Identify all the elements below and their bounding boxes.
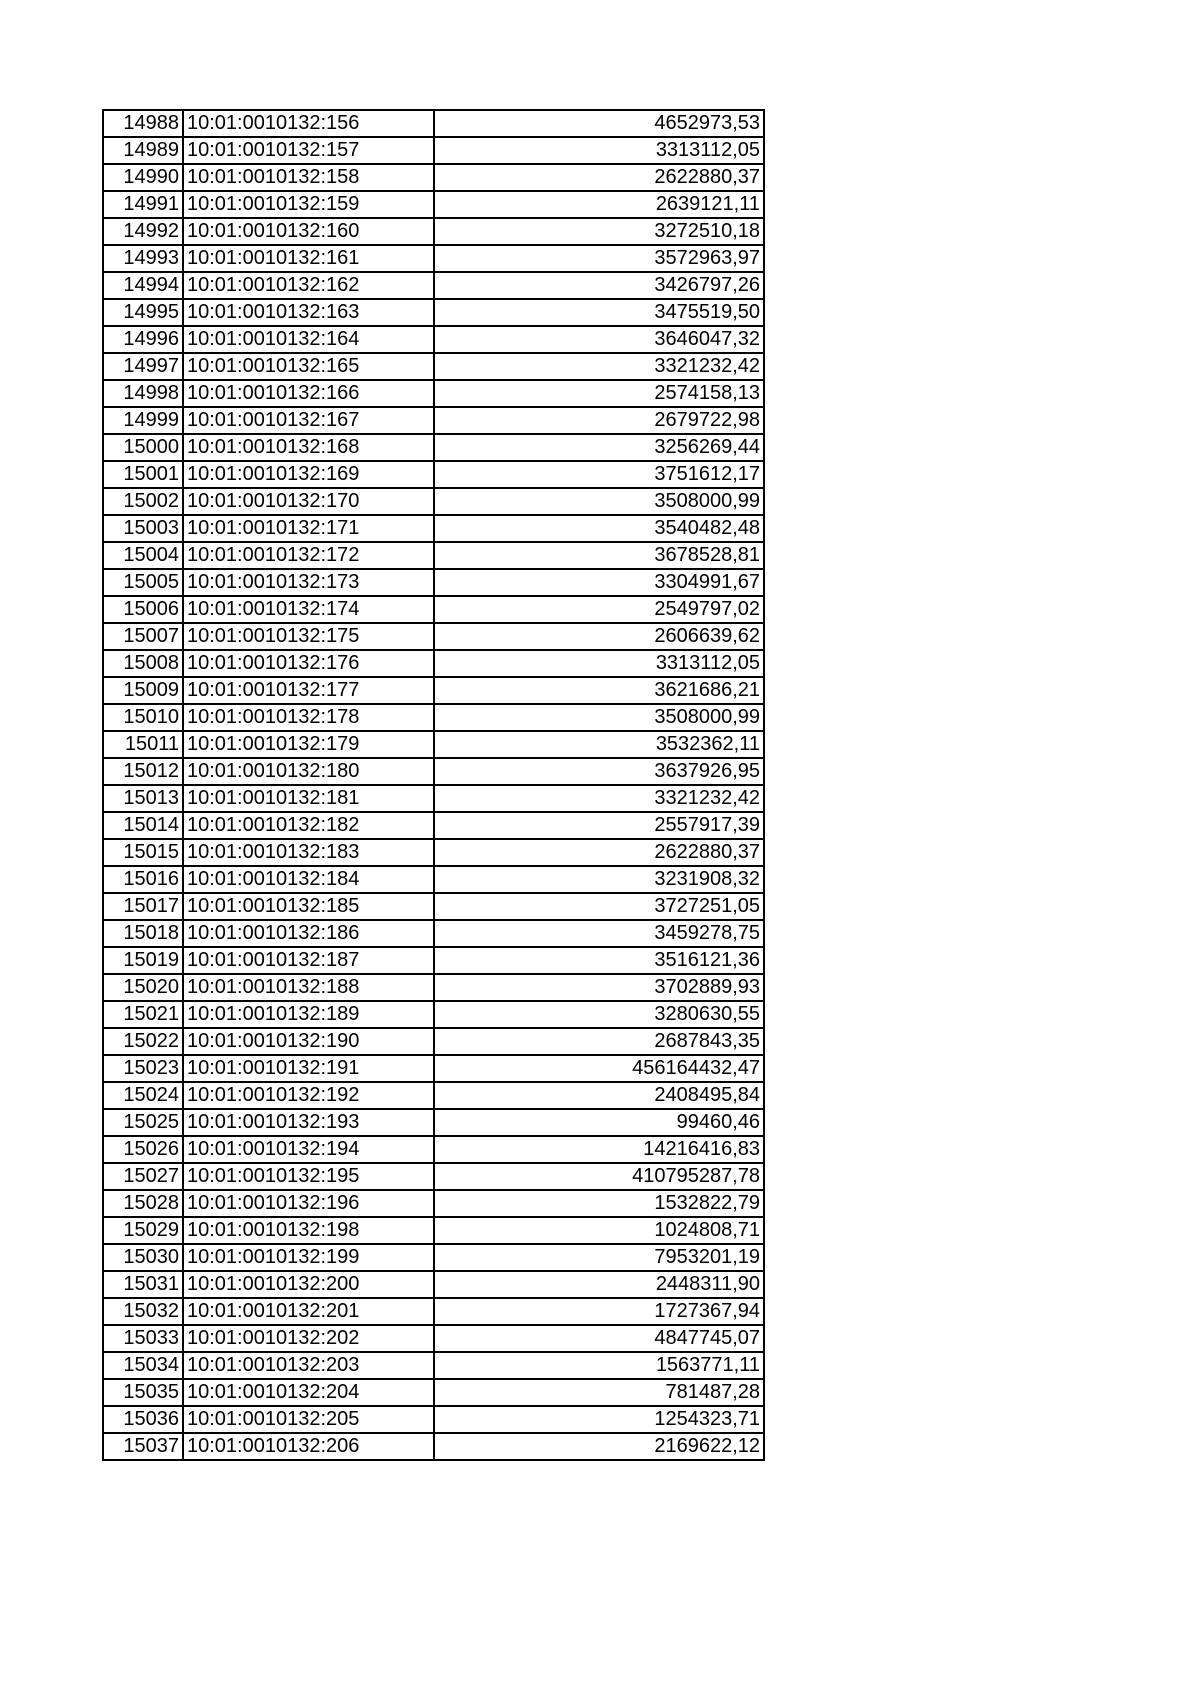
value-cell: 2169622,12: [434, 1433, 764, 1460]
table-row: [103, 1163, 764, 1190]
value-cell: 3231908,32: [434, 866, 764, 893]
value-cell: 3637926,95: [434, 758, 764, 785]
table-row: [103, 542, 764, 569]
table-row: [103, 299, 764, 326]
row-number-cell: 15034: [103, 1352, 183, 1379]
row-number-cell: 14988: [103, 110, 183, 137]
row-number-cell: 15010: [103, 704, 183, 731]
value-cell: 3532362,11: [434, 731, 764, 758]
value-cell: 3508000,99: [434, 704, 764, 731]
cadastral-number-cell: 10:01:0010132:181: [183, 785, 434, 812]
row-number-cell: 15014: [103, 812, 183, 839]
row-number-cell: 15009: [103, 677, 183, 704]
table-body: [103, 110, 764, 1460]
row-number-cell: 14994: [103, 272, 183, 299]
value-cell: 2606639,62: [434, 623, 764, 650]
value-cell: 3459278,75: [434, 920, 764, 947]
table-row: [103, 1082, 764, 1109]
table-row: [103, 920, 764, 947]
row-number-cell: 15019: [103, 947, 183, 974]
table-row: [103, 650, 764, 677]
cadastral-number-cell: 10:01:0010132:190: [183, 1028, 434, 1055]
value-cell: 3475519,50: [434, 299, 764, 326]
cadastral-number-cell: 10:01:0010132:180: [183, 758, 434, 785]
cadastral-number-cell: 10:01:0010132:177: [183, 677, 434, 704]
cadastral-number-cell: 10:01:0010132:174: [183, 596, 434, 623]
value-cell: 3272510,18: [434, 218, 764, 245]
value-cell: 3313112,05: [434, 650, 764, 677]
table-row: [103, 245, 764, 272]
table-row: [103, 515, 764, 542]
cadastral-number-cell: 10:01:0010132:206: [183, 1433, 434, 1460]
table-row: [103, 785, 764, 812]
value-cell: 1024808,71: [434, 1217, 764, 1244]
cadastral-number-cell: 10:01:0010132:161: [183, 245, 434, 272]
value-cell: 1532822,79: [434, 1190, 764, 1217]
value-cell: 3540482,48: [434, 515, 764, 542]
value-cell: 2574158,13: [434, 380, 764, 407]
row-number-cell: 15022: [103, 1028, 183, 1055]
table-row: [103, 758, 764, 785]
cadastral-number-cell: 10:01:0010132:186: [183, 920, 434, 947]
table-row: [103, 110, 764, 137]
table-row: [103, 623, 764, 650]
table-row: [103, 191, 764, 218]
table-row: [103, 488, 764, 515]
table-row: [103, 596, 764, 623]
table-row: [103, 731, 764, 758]
value-cell: 2687843,35: [434, 1028, 764, 1055]
table-row: [103, 1271, 764, 1298]
cadastral-number-cell: 10:01:0010132:160: [183, 218, 434, 245]
cadastral-number-cell: 10:01:0010132:188: [183, 974, 434, 1001]
table-row: [103, 839, 764, 866]
value-cell: 3321232,42: [434, 785, 764, 812]
value-cell: 3572963,97: [434, 245, 764, 272]
value-cell: 7953201,19: [434, 1244, 764, 1271]
table-row: [103, 1325, 764, 1352]
row-number-cell: 15017: [103, 893, 183, 920]
cadastral-number-cell: 10:01:0010132:171: [183, 515, 434, 542]
cadastral-number-cell: 10:01:0010132:182: [183, 812, 434, 839]
table-row: [103, 1217, 764, 1244]
value-cell: 456164432,47: [434, 1055, 764, 1082]
row-number-cell: 15021: [103, 1001, 183, 1028]
row-number-cell: 15032: [103, 1298, 183, 1325]
value-cell: 3426797,26: [434, 272, 764, 299]
row-number-cell: 15028: [103, 1190, 183, 1217]
table-row: [103, 1109, 764, 1136]
table-row: [103, 812, 764, 839]
cadastral-number-cell: 10:01:0010132:201: [183, 1298, 434, 1325]
cadastral-number-cell: 10:01:0010132:183: [183, 839, 434, 866]
row-number-cell: 15003: [103, 515, 183, 542]
cadastral-number-cell: 10:01:0010132:163: [183, 299, 434, 326]
cadastral-number-cell: 10:01:0010132:187: [183, 947, 434, 974]
table-row: [103, 1352, 764, 1379]
table-row: [103, 1379, 764, 1406]
row-number-cell: 15012: [103, 758, 183, 785]
row-number-cell: 15006: [103, 596, 183, 623]
value-cell: 3508000,99: [434, 488, 764, 515]
document-page: [102, 109, 763, 1461]
cadastral-number-cell: 10:01:0010132:200: [183, 1271, 434, 1298]
table-row: [103, 1190, 764, 1217]
row-number-cell: 15008: [103, 650, 183, 677]
value-cell: 2448311,90: [434, 1271, 764, 1298]
row-number-cell: 14991: [103, 191, 183, 218]
value-cell: 4652973,53: [434, 110, 764, 137]
value-cell: 2408495,84: [434, 1082, 764, 1109]
cadastral-number-cell: 10:01:0010132:204: [183, 1379, 434, 1406]
cadastral-number-cell: 10:01:0010132:205: [183, 1406, 434, 1433]
cadastral-number-cell: 10:01:0010132:156: [183, 110, 434, 137]
table-row: [103, 866, 764, 893]
value-cell: 3280630,55: [434, 1001, 764, 1028]
value-cell: 3727251,05: [434, 893, 764, 920]
cadastral-number-cell: 10:01:0010132:196: [183, 1190, 434, 1217]
table-row: [103, 1001, 764, 1028]
row-number-cell: 15004: [103, 542, 183, 569]
table-row: [103, 1136, 764, 1163]
cadastral-number-cell: 10:01:0010132:198: [183, 1217, 434, 1244]
row-number-cell: 14989: [103, 137, 183, 164]
row-number-cell: 15033: [103, 1325, 183, 1352]
table-row: [103, 1298, 764, 1325]
cadastral-number-cell: 10:01:0010132:194: [183, 1136, 434, 1163]
cadastral-number-cell: 10:01:0010132:168: [183, 434, 434, 461]
value-cell: 3702889,93: [434, 974, 764, 1001]
value-cell: 1727367,94: [434, 1298, 764, 1325]
row-number-cell: 15029: [103, 1217, 183, 1244]
value-cell: 3751612,17: [434, 461, 764, 488]
cadastral-number-cell: 10:01:0010132:179: [183, 731, 434, 758]
row-number-cell: 15015: [103, 839, 183, 866]
value-cell: 99460,46: [434, 1109, 764, 1136]
table-row: [103, 407, 764, 434]
cadastral-number-cell: 10:01:0010132:162: [183, 272, 434, 299]
value-cell: 2639121,11: [434, 191, 764, 218]
row-number-cell: 15024: [103, 1082, 183, 1109]
cadastral-number-cell: 10:01:0010132:173: [183, 569, 434, 596]
cadastral-number-cell: 10:01:0010132:195: [183, 1163, 434, 1190]
cadastral-number-cell: 10:01:0010132:185: [183, 893, 434, 920]
row-number-cell: 15027: [103, 1163, 183, 1190]
row-number-cell: 14997: [103, 353, 183, 380]
value-cell: 1563771,11: [434, 1352, 764, 1379]
value-cell: 3256269,44: [434, 434, 764, 461]
cadastral-number-cell: 10:01:0010132:178: [183, 704, 434, 731]
table-row: [103, 974, 764, 1001]
value-cell: 14216416,83: [434, 1136, 764, 1163]
value-cell: 3321232,42: [434, 353, 764, 380]
value-cell: 3678528,81: [434, 542, 764, 569]
table-row: [103, 1028, 764, 1055]
table-row: [103, 677, 764, 704]
value-cell: 2549797,02: [434, 596, 764, 623]
value-cell: 781487,28: [434, 1379, 764, 1406]
row-number-cell: 14995: [103, 299, 183, 326]
row-number-cell: 15007: [103, 623, 183, 650]
row-number-cell: 14996: [103, 326, 183, 353]
row-number-cell: 15025: [103, 1109, 183, 1136]
cadastral-number-cell: 10:01:0010132:158: [183, 164, 434, 191]
cadastral-number-cell: 10:01:0010132:189: [183, 1001, 434, 1028]
table-row: [103, 380, 764, 407]
row-number-cell: 15020: [103, 974, 183, 1001]
row-number-cell: 15016: [103, 866, 183, 893]
value-cell: 1254323,71: [434, 1406, 764, 1433]
table-row: [103, 1433, 764, 1460]
cadastral-number-cell: 10:01:0010132:176: [183, 650, 434, 677]
cadastral-number-cell: 10:01:0010132:157: [183, 137, 434, 164]
table-row: [103, 164, 764, 191]
row-number-cell: 15026: [103, 1136, 183, 1163]
table-row: [103, 434, 764, 461]
value-cell: 4847745,07: [434, 1325, 764, 1352]
value-cell: 3621686,21: [434, 677, 764, 704]
table-row: [103, 704, 764, 731]
cadastral-number-cell: 10:01:0010132:202: [183, 1325, 434, 1352]
row-number-cell: 15013: [103, 785, 183, 812]
cadastral-number-cell: 10:01:0010132:165: [183, 353, 434, 380]
table-row: [103, 569, 764, 596]
table-row: [103, 947, 764, 974]
row-number-cell: 14993: [103, 245, 183, 272]
cadastral-number-cell: 10:01:0010132:164: [183, 326, 434, 353]
row-number-cell: 15011: [103, 731, 183, 758]
row-number-cell: 14998: [103, 380, 183, 407]
table-row: [103, 353, 764, 380]
cadastral-number-cell: 10:01:0010132:172: [183, 542, 434, 569]
table-row: [103, 1055, 764, 1082]
cadastral-number-cell: 10:01:0010132:193: [183, 1109, 434, 1136]
value-cell: 3516121,36: [434, 947, 764, 974]
row-number-cell: 14999: [103, 407, 183, 434]
cadastral-number-cell: 10:01:0010132:199: [183, 1244, 434, 1271]
row-number-cell: 15002: [103, 488, 183, 515]
row-number-cell: 15036: [103, 1406, 183, 1433]
table-row: [103, 893, 764, 920]
value-cell: 3304991,67: [434, 569, 764, 596]
table-row: [103, 137, 764, 164]
row-number-cell: 14992: [103, 218, 183, 245]
row-number-cell: 15037: [103, 1433, 183, 1460]
value-cell: 410795287,78: [434, 1163, 764, 1190]
cadastral-number-cell: 10:01:0010132:167: [183, 407, 434, 434]
cadastral-number-cell: 10:01:0010132:192: [183, 1082, 434, 1109]
table-row: [103, 326, 764, 353]
cadastral-number-cell: 10:01:0010132:184: [183, 866, 434, 893]
cadastral-number-cell: 10:01:0010132:166: [183, 380, 434, 407]
value-cell: 2557917,39: [434, 812, 764, 839]
cadastral-number-cell: 10:01:0010132:170: [183, 488, 434, 515]
cadastral-number-cell: 10:01:0010132:203: [183, 1352, 434, 1379]
value-cell: 2622880,37: [434, 839, 764, 866]
cadastral-number-cell: 10:01:0010132:175: [183, 623, 434, 650]
table-row: [103, 1406, 764, 1433]
value-cell: 3646047,32: [434, 326, 764, 353]
value-cell: 2622880,37: [434, 164, 764, 191]
cadastral-number-cell: 10:01:0010132:191: [183, 1055, 434, 1082]
value-cell: 3313112,05: [434, 137, 764, 164]
table-row: [103, 461, 764, 488]
table-row: [103, 1244, 764, 1271]
row-number-cell: 15031: [103, 1271, 183, 1298]
row-number-cell: 15005: [103, 569, 183, 596]
table-row: [103, 218, 764, 245]
cadastral-value-table: [102, 109, 765, 1461]
row-number-cell: 15018: [103, 920, 183, 947]
cadastral-number-cell: 10:01:0010132:159: [183, 191, 434, 218]
row-number-cell: 15035: [103, 1379, 183, 1406]
row-number-cell: 15030: [103, 1244, 183, 1271]
table-row: [103, 272, 764, 299]
cadastral-number-cell: 10:01:0010132:169: [183, 461, 434, 488]
row-number-cell: 15000: [103, 434, 183, 461]
row-number-cell: 15023: [103, 1055, 183, 1082]
row-number-cell: 14990: [103, 164, 183, 191]
value-cell: 2679722,98: [434, 407, 764, 434]
row-number-cell: 15001: [103, 461, 183, 488]
